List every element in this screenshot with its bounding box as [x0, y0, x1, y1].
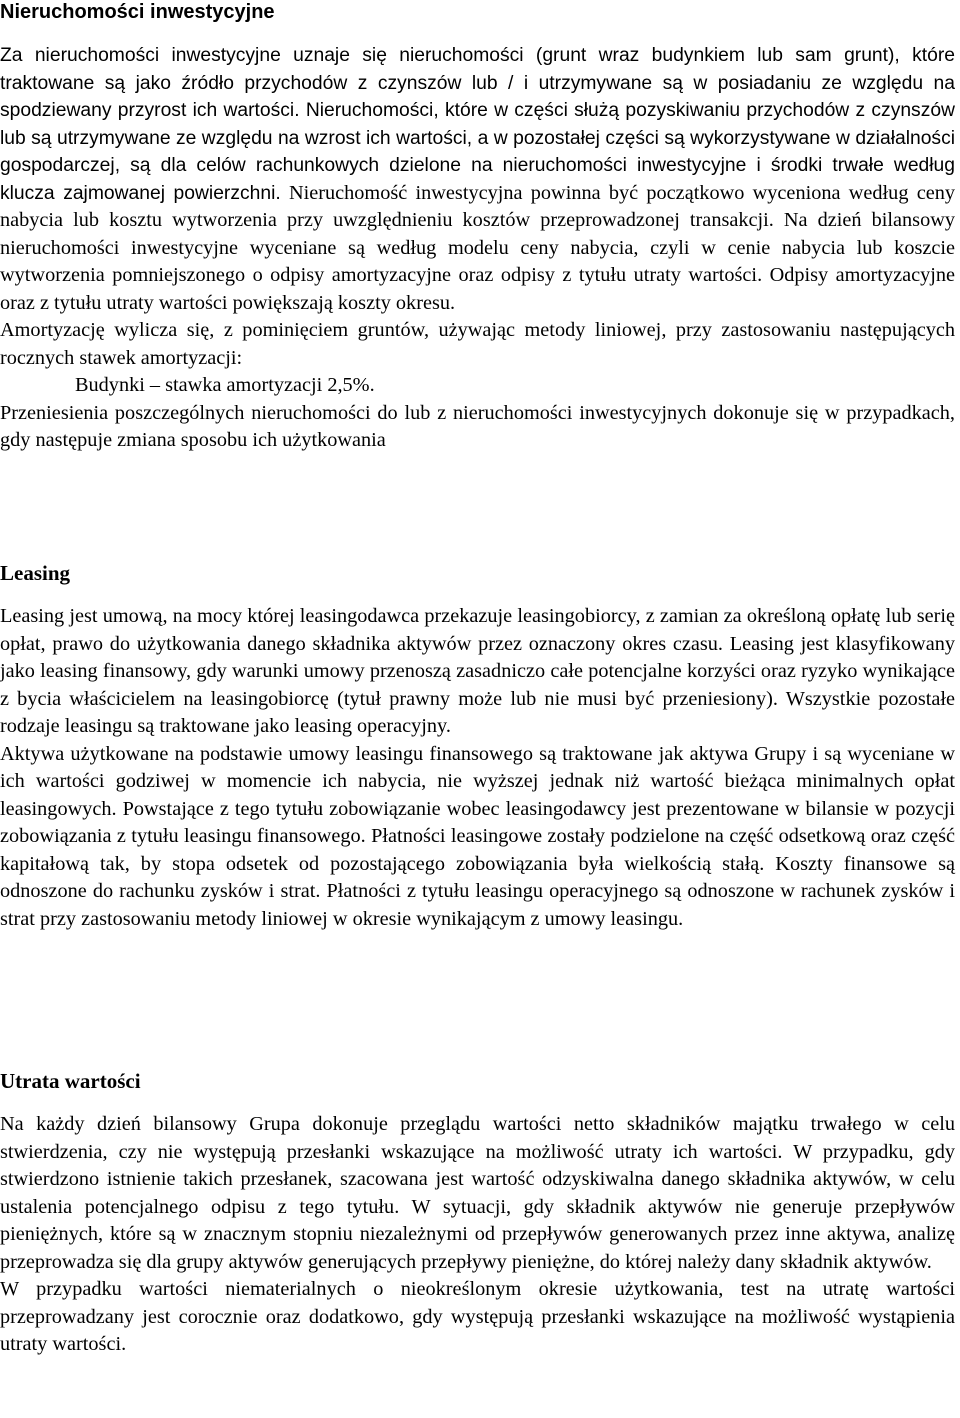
section-title-nieruchomosci: Nieruchomości inwestycyjne [0, 1, 275, 23]
paragraph-nieruchomosci-1c: Nieruchomość inwestycyjna powinna być początkowo wyceniona według ceny nabycia lub kosztu wytworzenia przy uwzględnieniu kosztów przeprowadzonej transakcji. [0, 181, 955, 231]
paragraph-leasing-2: Aktywa użytkowane na podstawie umowy leasingu finansowego są traktowane jak aktywa Grupy i są wyceniane w ich wartości godziwej w momencie ich nabycia, nie wyższej jednak niż wartość bieżąca minimalnych opłat leasingowych. Powstające z tego tytułu zobowiązanie wobec leasingodawcy jest prezentowane w bilansie w pozycji zobowiązania z tytułu leasingu finansowego. Płatności leasingowe zostały podzielone na część odsetkową oraz część kapitałową tak, by stopa odsetek od pozostającego zobowiązania była wielkością stałą. Koszty finansowe są odnoszone do rachunku zysków i strat. Płatności z tytułu leasingu operacyjnego są odnoszone w rachunek zysków i strat przy zastosowaniu metody liniowej w okresie wynikającym z umowy leasingu. [0, 742, 955, 930]
paragraph-nieruchomosci-1b: Nieruchomości, które w części służą pozyskiwaniu przychodów z czynszów lub są utrzymywane ze względu na wzrost ich wartości, a w pozostałej części są wykorzystywane w działalności gospodarczej, są dla celów rachunkowych dzielone na nieruchomości inwestycyjne i środki trwałe według klucza zajmowanej powierzchni. [0, 100, 955, 204]
paragraph-nieruchomosci-1a: Za nieruchomości inwestycyjne uznaje się nieruchomości (grunt wraz budynkiem lub sam grunt), które traktowane są jako źródło przychodów z czynszów lub / i utrzymywane są w posiadaniu ze względu na spodziewany przyrost ich wartości. [0, 45, 955, 121]
paragraph-nieruchomosci-stawka: Budynki – stawka amortyzacji 2,5%. [75, 374, 375, 396]
section-title-leasing: Leasing [0, 561, 71, 585]
section-leasing [0, 560, 955, 933]
paragraph-utrata-1: Na każdy dzień bilansowy Grupa dokonuje przeglądu wartości netto składników majątku trwałego w celu stwierdzenia, czy nie występują przesłanki wskazujące na możliwość utraty ich wartości. W przypadku, gdy stwierdzono istnienie takich przesłanek, szacowana jest wartość odzyskiwalna danego składnika aktywów, w celu ustalenia potencjalnego odpisu z tego tytułu. W sytuacji, gdy składnik aktywów nie generuje przepływów pieniężnych, które są w znacznym stopniu niezależnymi od przepływów generowanych przez inne aktywa, analizę przeprowadza się dla grupy aktywów generujących przepływy pieniężne, do której należy dany składnik aktywów. [0, 1113, 955, 1273]
section-nieruchomosci [0, 0, 955, 455]
section-utrata-wartosci [0, 1068, 955, 1359]
paragraph-utrata-2: W przypadku wartości niematerialnych o nieokreślonym okresie użytkowania, test na utratę wartości przeprowadzany jest corocznie oraz dodatkowo, gdy występują przesłanki wskazujące na możliwość wystąpienia utraty wartości. [0, 1278, 955, 1355]
paragraph-leasing-1: Leasing jest umową, na mocy której leasingodawca przekazuje leasingobiorcy, z zamian za określoną opłatę lub serię opłat, prawo do użytkowania danego składnika aktywów przez oznaczony okres czasu. Leasing jest klasyfikowany jako leasing finansowy, gdy warunki umowy przenoszą zasadniczo całe potencjalne korzyści oraz ryzyko wynikające z bycia właścicielem na leasingobiorcę (tytuł prawny może lub nie musi być przeniesiony). Wszystkie pozostałe rodzaje leasingu są traktowane jako leasing operacyjny. [0, 605, 955, 737]
paragraph-nieruchomosci-1 [0, 42, 955, 317]
section-title-utrata-wartosci: Utrata wartości [0, 1069, 141, 1093]
paragraph-nieruchomosci-2: Amortyzację wylicza się, z pominięciem gruntów, używając metody liniowej, przy zastosowaniu następujących rocznych stawek amortyzacji: [0, 319, 955, 369]
paragraph-nieruchomosci-3: Przeniesienia poszczególnych nieruchomości do lub z nieruchomości inwestycyjnych dokonuje się w przypadkach, gdy następuje zmiana sposobu ich użytkowania [0, 401, 955, 451]
paragraph-nieruchomosci-1d: Na dzień bilansowy nieruchomości inwestycyjne wyceniane są według modelu ceny nabycia, czyli w cenie nabycia lub koszcie wytworzenia pomniejszonego o odpisy amortyzacyjne oraz odpisy z tytułu utraty wartości. Odpisy amortyzacyjne oraz z tytułu utraty wartości powiększają koszty okresu. [0, 209, 955, 314]
